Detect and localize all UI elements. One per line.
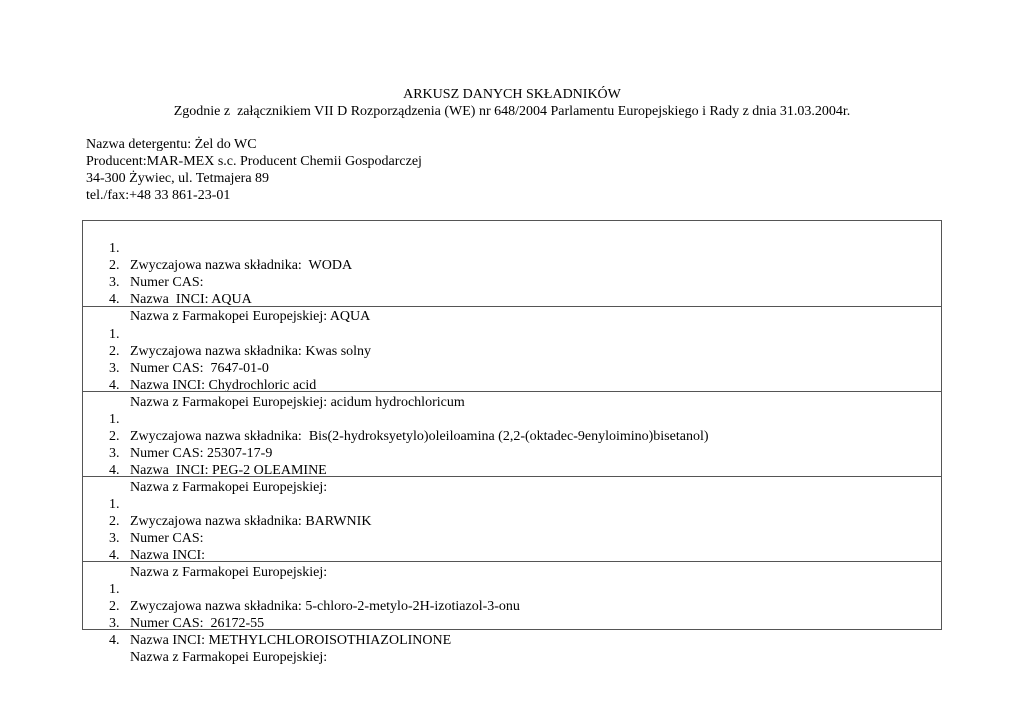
item-number: 2. [109,258,120,273]
item-number: 1. [109,327,120,342]
producer-phone: tel./fax:+48 33 861-23-01 [86,188,231,203]
item-text: Nazwa z Farmakopei Europejskiej: [130,650,328,665]
ingredients-table [82,220,942,665]
document-title: ARKUSZ DANYCH SKŁADNIKÓW [403,87,621,102]
item-text: Nazwa z Farmakopei Europejskiej: [130,480,328,495]
item-number: 4. [109,548,120,563]
item-text: Zwyczajowa nazwa składnika: 5-chloro-2-metylo-2H-izotiazol-3-onu [130,599,520,614]
item-number: 2. [109,514,120,529]
producer-name: Producent:MAR-MEX s.c. Producent Chemii Gospodarczej [86,154,422,169]
item-number: 1. [109,412,120,427]
item-number: 4. [109,292,120,307]
item-number: 4. [109,633,120,648]
item-text: Nazwa z Farmakopei Europejskiej: acidum hydrochloricum [130,395,465,410]
item-text: Nazwa INCI: METHYLCHLOROISOTHIAZOLINONE [130,633,452,648]
detergent-name: Nazwa detergentu: Żel do WC [86,137,257,152]
item-number: 3. [109,531,120,546]
item-number: 1. [109,497,120,512]
item-text: Nazwa INCI: Chydrochloric acid [130,378,317,393]
item-text: Nazwa z Farmakopei Europejskiej: [130,565,328,580]
item-text: Nazwa INCI: [130,548,206,563]
item-text: Zwyczajowa nazwa składnika: Kwas solny [130,344,372,359]
ingredient-row [83,221,941,324]
ingredient-common-name [83,564,941,614]
item-number: 3. [109,361,120,376]
item-text: Nazwa INCI: AQUA [130,292,252,307]
item-number: 3. [109,616,120,631]
item-number: 1. [109,582,120,597]
ingredient-common-name [83,223,941,273]
document-subtitle: Zgodnie z załącznikiem VII D Rozporządzenia (WE) nr 648/2004 Parlamentu Europejskiego i Rady z dnia 31.03.2004r. [173,104,851,119]
item-text: Zwyczajowa nazwa składnika: BARWNIK [130,514,372,529]
ingredient-common-name [83,479,941,529]
ingredient-row [83,391,941,495]
item-text: Numer CAS: 26172-55 [130,616,265,631]
ingredient-common-name [83,309,941,359]
ingredient-common-name [83,394,941,444]
item-number: 4. [109,463,120,478]
item-number: 2. [109,599,120,614]
item-text: Numer CAS: [130,275,204,290]
item-text: Zwyczajowa nazwa składnika: WODA [130,258,353,273]
item-text: Nazwa z Farmakopei Europejskiej: AQUA [130,309,371,324]
producer-address: 34-300 Żywiec, ul. Tetmajera 89 [86,171,270,186]
item-number: 2. [109,344,120,359]
item-text: Numer CAS: 7647-01-0 [130,361,269,376]
item-text: Zwyczajowa nazwa składnika: Bis(2-hydroksyetylo)oleiloamina (2,2-(oktadec-9enyloimino)bisetanol) [130,429,709,444]
item-text: Nazwa INCI: PEG-2 OLEAMINE [130,463,327,478]
item-number: 2. [109,429,120,444]
ingredient-row [83,561,941,665]
ingredient-row [83,476,941,580]
product-info [86,136,422,204]
item-text: Numer CAS: [130,531,204,546]
item-number: 1. [109,241,120,256]
item-number: 4. [109,378,120,393]
item-number: 3. [109,275,120,290]
item-number: 3. [109,446,120,461]
item-text: Numer CAS: 25307-17-9 [130,446,273,461]
ingredient-row [83,306,941,410]
